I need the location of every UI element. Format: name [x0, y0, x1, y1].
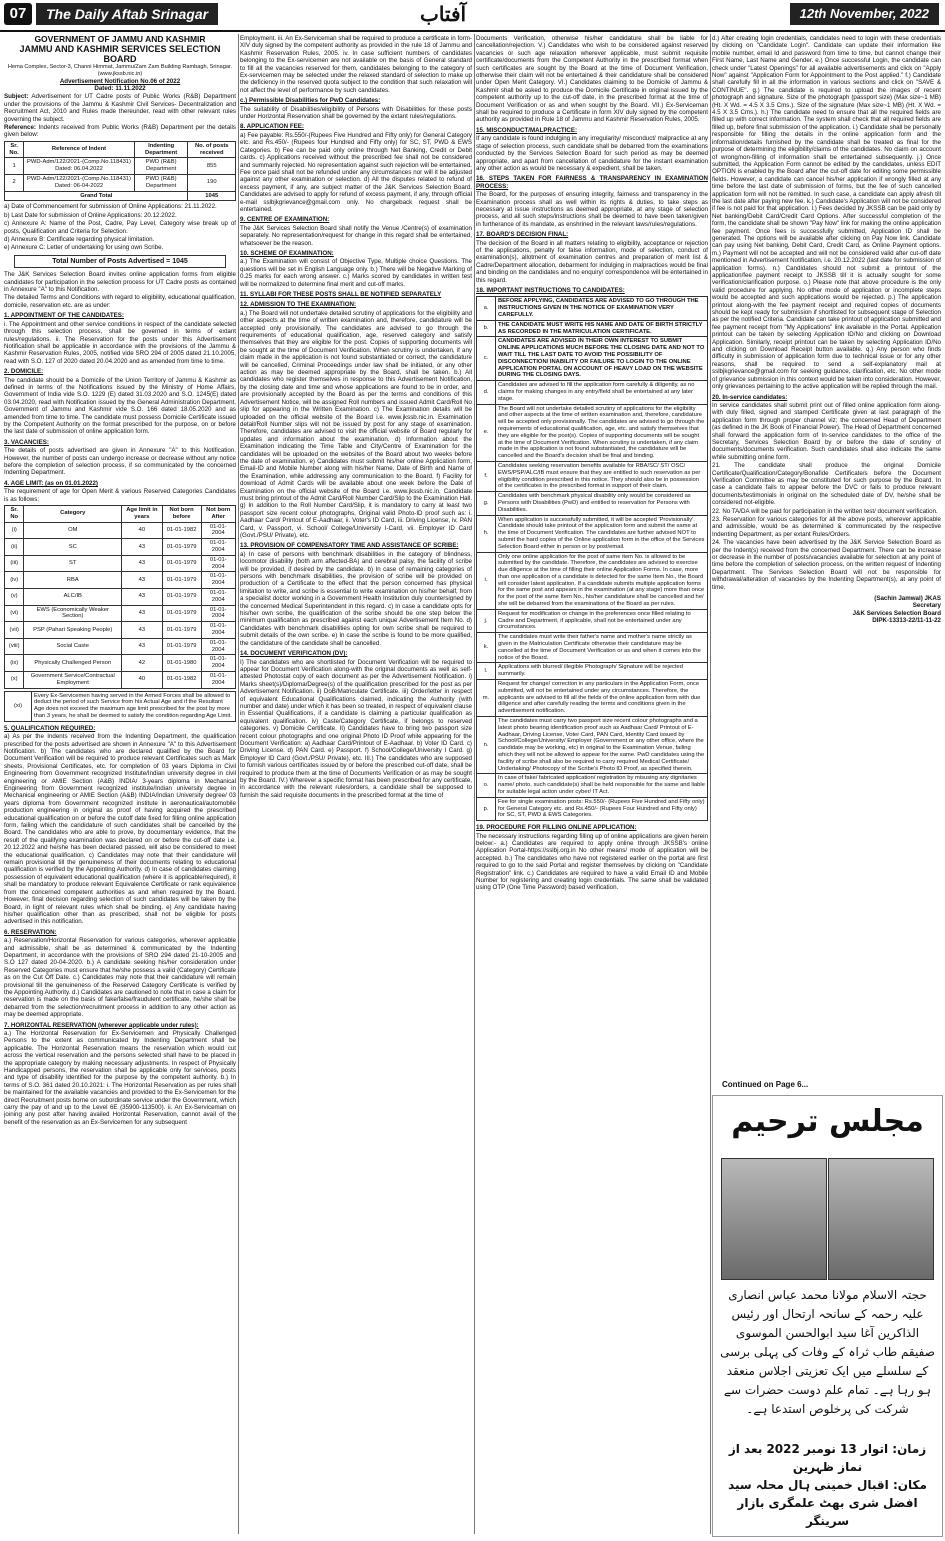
- notification-number: Advertisement Notification No.06 of 2022: [59, 77, 181, 85]
- cell: (v): [5, 589, 24, 606]
- section-heading: 13. PROVISION OF COMPENSATORY TIME AND ASSISTANCE OF SCRIBE:: [240, 542, 459, 550]
- grand-total-label: Grand Total: [5, 191, 188, 201]
- ad-column-1: [4, 34, 236, 1534]
- cell: 01-01-2004: [201, 572, 236, 589]
- cell: 01-01-2004: [201, 671, 236, 688]
- cell: Social Caste: [24, 638, 122, 655]
- instruction-row: [477, 633, 708, 663]
- indent-header: No. of posts received: [188, 141, 236, 158]
- column-rule: [474, 34, 475, 1534]
- column-rule: [710, 34, 711, 1534]
- grand-total-value: 1045: [188, 191, 236, 201]
- portrait-photo: [721, 1158, 827, 1280]
- cell: 01-01-1979: [162, 572, 201, 589]
- cell: 43: [122, 539, 163, 556]
- instruction-letter: l.: [477, 663, 496, 680]
- ad-column-4: [712, 34, 941, 1074]
- cell: 855: [188, 158, 236, 175]
- intro-text: The J&K Services Selection Board invites online application forms from eligible candidates for participation in the selection process for UT Cadre posts as contained in Annexure "A" to this Notification.: [4, 271, 236, 294]
- section-text: The Board, for the purposes of ensuring integrity, fairness and transparency in the Examination process shall as well within its rights & duties, to take steps as necessary at issue instructions as deemed appropriate, at any stage of selection process, and all such steps/instructions shall be deemed to have been taken/given in furtherance of its mandate, as enshrined in the relevant laws/rules/regulations.: [476, 191, 708, 228]
- instruction-row: [477, 552, 708, 609]
- section-heading: 12. ADMISSION TO THE EXAMINATION:: [240, 301, 357, 309]
- section-heading: 6. RESERVATION:: [4, 928, 57, 936]
- indent-header: Reference of Indent: [24, 141, 135, 158]
- section-text: The requirement of age for Open Merit & various Reserved Categories Candidates is as follows:: [4, 488, 236, 503]
- section-text: The candidate should be a Domicile of the Union Territory of Jammu & Kashmir as defined in terms of the Notifications issued by the Ministry of Home Affairs, Government of India vide S.O. 1229 (E) dated 31.03.2020 and S.O. 1245(E) dated 03.04.2020, read with Notification issued by the General Administration Department, Government of Jammu and Kashmir vide S.O. 166 dated 18.05.2020 and as amended from time to time. The candidate must possess Domicile Certificate issued by the Competent Authority on the format prescribed for the purpose, on or before the last date of submission of online application form.: [4, 376, 236, 436]
- indent-header: Sr. No.: [5, 141, 24, 158]
- reference-label: Reference:: [4, 124, 36, 132]
- age-header: Category: [24, 506, 122, 523]
- section-text: a.) Reservation/Horizontal Reservation for various categories, wherever applicable and admissible, shall be as determined & communicated by the Indenting Department, in accordance with the provisions of SRO 294 dated 21-10-2005 and S.O 127 dated 20-04-2020. b.) A candidate seeking his/her consideration under Reserved Categories must ensure that he/she possess a valid (Category) Certificate as on the Cut Off Date. c.) Candidates may note that their candidature will remain provisional till the genuineness of the Reserved Category Certificate is verified by the Appointing Authority. d.) Candidates are cautioned to note that in case a claim for reservation is made on the basis of fake/false/fraudulent certificate, he/she shall be debarred from the selection/recruitment process in addition to any other action as may be deemed appropriate.: [4, 937, 236, 1019]
- cell: 43: [122, 589, 163, 606]
- age-header: Sr. No: [5, 506, 24, 523]
- notice-title: مجلس ترحیم: [731, 1104, 924, 1139]
- section-text: In service candidates shall submit print out of filled online application form along-with duly filled, signed and stamped Certificate given at last paragraph of the application form through proper channel viz; the concerned Head of Department (as defined in the JK Book of Financial Power). The Head of Department concerned shall forward the application form of In-service candidates to the office of the Secretary, Services Selection Board by or before the date of scrutiny of documents/documents verification. Such candidates shall also indicate the same while submitting online form.: [712, 401, 941, 461]
- instruction-text: Fee for single examination posts: Rs.550/- (Rupees Five Hundred and Fifty only) for General Category etc. and Rs.450/- (Rupees Four Hundred and Fifty only) for SC, ST, PWD & EWS Categories.: [496, 797, 708, 820]
- masthead-logo: آفتاب: [420, 2, 467, 26]
- table-row: [5, 191, 236, 201]
- column-rule: [238, 34, 239, 1534]
- section-heading: 1. APPOINTMENT OF THE CANDIDATES:: [4, 312, 124, 320]
- section-text: d.) After creating login credentials, candidates need to login with these credentials by clicking on "Candidate Login". Candidate can update their information like mobile number, email Id and password from time to time, but cannot change their First Name, Last Name and Gender. e.) Once successful Login, the candidate can check under "Latest Openings" for all available advertisements and click on "Apply Now" against "Application Form for Appointment to the Post applied." f.) Candidate shall carefully fill in all the information in various sections and click on "SAVE & CONTINUE". g.) The candidate is required to upload the images of recent photograph and signature. Size of the photograph (passport size) (Max size~1 MB) (Ht. X Wd. = 4.5 X 3.5 Cms.). Size of the signature (Max size~1 MB) (Ht. X Wd. = 4.5 X 3.5 Cms.). h.) The candidate need to ensure that all the required fields are filled up with correct information. The system shall check that all required fields are filled up, before final submission of the application. i.) Candidate shall be personally responsible for filling the details in the online application form and the information/details furnished by the candidate shall be treated as final for the purpose of determining the eligibility/claims of the candidates. No claim on account of wrong/non-filling of information shall be entertained subsequently. j.) Once submitted, the Application Form cannot be edited by the candidates, unless EDIT OPTION is enabled by the Board after the cut-off date for editing some permissible fields. However, a candidate can cancel his/her application if wrongly filled at any time before the last date of submission of forms, but the fee of such cancelled application form will not be remitted. In such case, a candidate can apply afresh till the last date after paying new fee. k.) Candidate's Application will not be considered if fee is not paid for that application. l.) Fees decided by JKSSB can be paid only by Net banking/Debit Card/Credit Card Options. After successful completion of the form, the candidate shall be shown "Pay Now" link for making the online application fee payment. Once fees is successfully submitted, Application ID shall be generated. The options will be available after clicking on Pay Now link. Candidate can pay using Net banking, Debit Card, Credit Card, as Online Payment options. m.) Payment will not be accepted and will not be considered valid after cut-off date mentioned in Advertisement Notification, i.e. 20.12.2022 (last date for submission of application forms). n.) Candidates should not submit a printout of the application/fee payment receipt to JKSSB till it is actually sought for some verification/clarification purpose. o.) Please note that above procedure is the only valid procedure for applying. No other mode of application or incomplete steps would be accepted and such applications would be rejected. p.) The application printout along-with the fee payment receipt and required copies of documents should be kept ready for submission if shortlisted for subsequent stage of Selection as per the notified Criteria. Candidate can take printout of application submitted and fee payment receipt from "My Applications" link available in the Portal. Application printout can be taken by selecting Application ID/No and clicking on Download Application. Similarly, receipt printout can be taken by selecting Application ID/No and clicking on Download Receipt button available. q.) Any person who finds difficulty in submission of application form due to technical issue or for any other reasons, shall be required to send a self-explanatory mail at sslbjkgrievance@gmail.com for seeking guidance, clarification, etc. No other mode of grievance submission in this context would be taken into consideration. However, only grievances pertaining to the active application will be replied through the mail.: [712, 35, 941, 391]
- cell: PWD (R&B) Department: [134, 158, 188, 175]
- instruction-text: BEFORE APPLYING, CANDIDATES ARE ADVISED TO GO THROUGH THE INSTRUCTIONS GIVEN IN THE NOTICE OF EXAMINATION VERY CAREFULLY.: [496, 297, 708, 320]
- paper-name: The Daily Aftab Srinagar: [36, 3, 218, 25]
- cell: 43: [122, 605, 163, 622]
- cell: (iv): [5, 572, 24, 589]
- instruction-letter: m.: [477, 680, 496, 717]
- instruction-letter: c.: [477, 337, 496, 381]
- instruction-row: [477, 320, 708, 337]
- cell: 2: [5, 175, 24, 192]
- cell: 01-01-2004: [201, 622, 236, 639]
- age-header: Not born before: [162, 506, 201, 523]
- table-row: [5, 555, 236, 572]
- signatory-line: DIPK-13313-22/11-11-22: [872, 617, 941, 625]
- instruction-text: In case of fake/ fabricated application/ registration by misusing any dignitaries name/ photo, such candidate(s) shall be held responsible for the same and liable for suitable legal action under cyber/ IT Act.: [496, 774, 708, 797]
- instruction-row: [477, 797, 708, 820]
- section-heading: 17. BOARD'S DECISION FINAL:: [476, 231, 569, 239]
- board-title: JAMMU AND KASHMIR SERVICES SELECTION BOARD: [19, 44, 221, 64]
- cell: SC: [24, 539, 122, 556]
- notification-date: Dated: 11.11.2022: [94, 85, 146, 92]
- instruction-row: [477, 680, 708, 717]
- cell: PWD-Adm/122/2021-(Comp.No.118431) Dated: 06-04-2022: [24, 175, 135, 192]
- cell: EWS (Economically Weaker Section): [24, 605, 122, 622]
- cell: 01-01-1982: [162, 671, 201, 688]
- reference-text: Indents received from Public Works (R&B) Department per the details given below:: [4, 124, 236, 139]
- table-row: [5, 605, 236, 622]
- instruction-text: Request for change/ correction in any particulars in the Application Form, once submitted, will not be entertained under any circumstances. Therefore, the applicants are advised to fill all the fields of the online application form with due diligence and after carefully reading the terms and conditions given in the advertisement notification.: [496, 680, 708, 717]
- section-heading: 8. APPLICATION FEE:: [240, 123, 304, 131]
- table-row: [5, 638, 236, 655]
- instruction-row: [477, 297, 708, 320]
- cell: 01-01-1979: [162, 638, 201, 655]
- cell: 43: [122, 572, 163, 589]
- notice-details: [719, 1440, 936, 1530]
- instruction-text: Applications with blurred/ illegible Photograph/ Signature will be rejected summarily.: [496, 663, 708, 680]
- section-text: a) In case of persons with benchmark disabilities in the category of blindness, locomotor disability (both arm affected-BA) and cerebral palsy, the facility of scribe will be provided, if desired by the candidate. b) In case of remaining categories of persons with benchmark disabilities, the provision of scribe will be provided on production of a Certificate to the effect that the person concerned has physical limitation to write, and scribe is essential to write examination on his/her behalf, from a specialist doctor working in a Government Health Institution duly countersigned by the concerned Medical Superintendent in this regard. c) In case a candidate opts for his/her own scribe, the qualification of the scribe should be one step below the minimum qualification as prescribed against each unique Advertisement Item No. d) Candidates with benchmark disabilities opting for own scribe shall be required to submit details of the own scribe. e) In case the scribe is found to be more qualified, the candidature of the candidate shall be cancelled.: [240, 550, 472, 647]
- cell: 43: [122, 638, 163, 655]
- cell: Physically Challenged Person: [24, 655, 122, 672]
- section-text: 23. Reservation for various categories for all the above posts, wherever applicable and admissible, would be as determined & communicated by the respective Indenting Department, as per extant Rules/Orders.: [712, 516, 941, 538]
- instruction-text: THE CANDIDATE MUST WRITE HIS NAME AND DATE OF BIRTH STRICTLY AS RECORDED IN THE MATRICULATION CERTIFICATE.: [496, 320, 708, 337]
- indent-table: [4, 141, 236, 202]
- section-text: a) Fee payable: Rs.550/-(Rupees Five Hundred and Fifty only) for General Category etc. and Rs.450/- (Rupees four Hundred and Fifty only) for SC, ST, PWD & EWS Categories. b) Fee can be paid only online through Net Banking, Credit or Debit cards. c) Applications received without the prescribed fee shall not be considered and summarily rejected. No representation against such rejection will be entertained. Fee once paid shall not be refunded under any circumstances nor will it be adjusted against any other examination or selection. d) All the disputes related to refund of excess payment, if any, are subject matter of the J&K Services Selection Board. Candidates are advised to apply for refund of excess payment, if any, through official e-mail sslbjkgrievance@gmail.com only. No chargeback request shall be entertained.: [240, 131, 472, 213]
- section-heading: 15. MISCONDUCT/MALPRACTICE:: [476, 126, 578, 134]
- instruction-row: [477, 663, 708, 680]
- section-heading: 14. DOCUMENT VERIFICATION (DV):: [240, 650, 348, 658]
- instruction-letter: f.: [477, 461, 496, 491]
- instruction-row: [477, 381, 708, 404]
- cell: (ii): [5, 539, 24, 556]
- section-text: a) As per the Indents received from the Indenting Department, the qualification prescribed for the posts advertised are shown in Annexure "A" to this Advertisement Notification. b) The candidates who are declared qualified by the Board for Document Verification will be required to produce relevant Certificates such as Mark sheets, Provisional Certificates, etc. for completion of 03 years Diploma in Civil Engineering from Government recognized Institute/Indian university degree in civil engineering or AMIE Section (A&B) INDIA/ 3-years diploma in Mechanical Engineering from Government recognized institute/Indian university degree in Mechanical engineering or AMIE Section (A&B) INDIA/Indian University degree/ 03 years diploma from Government recognized institute in aeronautical/automobile production engineering in original as proof of having acquired the prescribed educational qualification on or before the cutoff date fixed for filling online application form, failing which the candidature of such candidates shall be cancelled by the Board. The candidates who are able to prove, by documentary evidence, that the result of the qualifying examination was declared on or before the cut-off date i.e. 20.12.2022 and he/she has been declared passed, will also be considered to meet the educational qualification. c) Candidates may note that their candidature will remain provisional till the genuineness of their documents relating to educational qualification is verified by the Appointing Authority. d) In case of candidates claiming possession of equivalent educational qualification (where it is applicable/required), it shall be mandatory to produce relevant Equivalence Certificate or rank equivalence from the concerned competent authorities as and when required by the Board. However, final decision regarding selection of such candidates will be taken by the Board, in light of relevant rules which shall be binding. e) Any candidate having his/her qualification other than as prescribed, shall not be eligible for posts advertised in this notification.: [4, 733, 236, 926]
- cell: RBA: [24, 572, 122, 589]
- section-heading: 10. SCHEME OF EXAMINATION:: [240, 249, 334, 257]
- condolence-notice: [712, 1095, 943, 1537]
- table-row: [5, 175, 236, 192]
- cell: Government Service/Contractual Employment: [24, 671, 122, 688]
- section-text: a.) The Examination will consist of Objective Type, Multiple choice Questions. The questions will be set in English Language only. b.) There will be Negative Marking of 0.25 marks for each wrong answer. c.) Marks scored by candidates in written test will be normalized to determine final merit and cut-off marks.: [240, 258, 472, 288]
- cell: 40: [122, 522, 163, 539]
- instruction-letter: b.: [477, 320, 496, 337]
- age-table: [4, 505, 236, 689]
- section-text: 24. The vacancies have been advertised by the J&K Service Selection Board as per the Indent(s) received from the concerned Department. There can be increase or decrease in the number of posts/vacancies available for selection at any point of time before the completion of selection process, on the written request of Indenting Department. The Services Selection Board will not be responsible for withdrawal/alteration of vacancies by the Indenting Department(s), at any point of time.: [712, 539, 941, 591]
- ad-column-2: [240, 34, 472, 1534]
- date-item: b) Last Date for submission of Online Applications: 20.12.2022.: [4, 211, 177, 219]
- instruction-row: [477, 717, 708, 774]
- section-text: 21. The candidate shall produce the original Domicile Certificate/Qualification/Category/Bonafide Certificate/s before the Document Verification Committee as may be constituted for such purpose by the Board. In case a candidate fails to appear before the DVC or fails to produce relevant documents/testimonials in original on the scheduled date of DV, he/she shall be considered not-eligible.: [712, 462, 941, 507]
- cell: 01-01-1979: [162, 622, 201, 639]
- cell: OM: [24, 522, 122, 539]
- section-heading: 18. IMPORTANT INSTRUCTIONS TO CANDIDATES:: [476, 287, 625, 294]
- place-label: مکان:: [892, 1478, 927, 1492]
- instruction-row: [477, 492, 708, 515]
- instruction-text: The candidates must carry two passport size recent colour photographs and a latest photo bearing identification proof such as Aadhaar Card/ Printout of E-Aadhaar, Driving License, Voter Card, PAN Card, Identity Card issued by School/College/University/ Employer (Government or any other office, where the candidate may be working, etc) in original to the Examination Venue, failing which they will not be allowed to appear for the same. PwD candidates using the facility of scribe shall also be required to carry required Medical Certificate/ Undertaking/ Photocopy of the Scribe's Photo ID Proof, as specified therein.: [496, 717, 708, 774]
- notice-body: حجتہ الاسلام مولانا محمد عباس انصاری علیہ رحمہ کے سانحہ ارتحال اور رئیس الذاکرین آغا سید ابوالحسن الموسوی صفیقم طاب ثراہ کے وفات کی پہلی برسی کے سلسلے میں ایک تعزیتی اجلاس منعقد ہو رہا ہے۔ تمام علم دوست حضرات سے شرکت کی پرخلوص استدعا ہے۔: [720, 1288, 935, 1416]
- section-text: a.) The Board will not undertake detailed scrutiny of applications for the eligibility and other aspects at the time of written examination and, therefore, candidature will be accepted only provisionally. The candidates are advised to go through the requirements of educational qualification, age, reserved category and satisfy themselves that they are eligible for the post. Copies of supporting documents will be sought at the time of Document Verification. When scrutiny is undertaken, if any claim made in the application is not found substantiated or correct, the candidature will be cancelled, Criminal Proceedings under law shall be initiated, or any other action as may be deemed appropriate by the Board, shall be taken. b.) All candidates who register themselves in response to this Advertisement Notification, by the closing date and time and whose applications are found to be in order, and are provisionally accepted by the Board as per the terms and conditions of this Advertisement Notice, will be assigned Roll numbers and issued Admit Card/Roll No slip for appearing in the Written Examination. c) The Examination details will be uploaded on the official website of the Board i.e. www.jkssb.nic.in. Examination detail/Roll Number slips will not be issued by post for any stage of examination. Therefore, candidates are advised to visit the official website of Board regularly for updates and information about the examination. d) Information about the Examination indicating the Time Table and City/Centre of Examination for the candidates will be uploaded on the websites of the Board about two weeks before the date of examination. e) Candidates must submit his/her online Application form, Email-ID and Mobile Number along with his/her Name, Date of Birth and Name of the Examination, while addressing any communication to the Board. f) Facility for download of Admit Cards will be available about one week before the Date of Examination on the official website of the Board i.e. www.jkssb.nic.in. Candidate must bring printout of the Admit Card/Roll Number Card/Slip to the Examination Hall. g) In addition to the Roll Number Card/Slip, it is mandatory to carry at least two passport size recent colour photographs, Original valid Photo-ID proof such as: i. Aadhaar Card/ Printout of E-Aadhaar, ii. Voter's ID Card, iii. Driving License, iv. PAN Card, v. Passport, vi. School/ College/University I-Card, vii. Employer ID Card (Govt./PSU/ Private), etc.: [240, 309, 472, 539]
- section-heading: c.) Permissible Disabilities for PwD Candidates:: [240, 97, 381, 105]
- continued-note: Continued on Page 6...: [722, 1080, 809, 1089]
- cell: (i): [5, 522, 24, 539]
- cell: 1: [5, 158, 24, 175]
- cell: (vii): [5, 622, 24, 639]
- cell: (vi): [5, 605, 24, 622]
- section-text: 22. No TA/DA will be paid for participation in the written test/ document verification.: [712, 507, 938, 515]
- cell: 01-01-1982: [162, 522, 201, 539]
- cell: ALC/IB: [24, 589, 122, 606]
- section-heading: 3. VACANCIES:: [4, 438, 49, 446]
- ex-serviceman-note: Every Ex-Servicemen having served in the Armed Forces shall be allowed to deduct the period of such Service from his Actual Age and if the Resultant Age does not exceed the maximum age limit prescribed for the post by more than 3 years, he shall be deemed to satisfy the condition regarding Age Limit.: [32, 691, 236, 721]
- instruction-letter: n.: [477, 717, 496, 774]
- instruction-letter: o.: [477, 774, 496, 797]
- board-website[interactable]: (www.jkssb.nic.in): [97, 70, 143, 77]
- cell: 01-01-1980: [162, 655, 201, 672]
- age-header: Not born After: [201, 506, 236, 523]
- signatory-line: Secretary: [912, 602, 941, 610]
- date-item: c) Annexure A: Name of the Post, Cadre, Pay Level, Category wise break up of posts, Qualification and Criteria for Selection.: [4, 220, 236, 235]
- page-number: 07: [4, 3, 32, 25]
- section-heading: 2. DOMICILE:: [4, 368, 44, 376]
- section-text: I) The candidates who are shortlisted for Document Verification will be required to appear for Document Verification along-with the original documents as well as self-attested Photostat copy of each document as per the Advertisement Notification. i) Marks sheet(s)/Diploma/Degree(s) of the qualification prescribed for the post as per Advertisement Notification. ii) DoB/Matriculate Certificate. iii) Order/letter in respect of equivalent Educational Qualifications claimed, indicating the Authority (with number and date) under which it has been so treated, in respect of equivalent clause in Essential Qualifications, if a candidate is claiming a particular qualification as equivalent qualification. iv) Caste/Category Certificate, if belongs to reserved categories. v) Domicile Certificate. II) Candidates have to bring two passport size recent colour photographs and one original Photo ID Proof while appearing for the Document Verification: a) Aadhaar Card/Printout of E-Aadhaar. b) Voter ID Card. c) Driving License. d) PAN Card. e) Passport. f) School/College/University I Card. g) Employer ID Card (Govt./PSU/ Private), etc. III.) The candidates who are supposed to furnish various certificates issued by or before the prescribed cut-off date, shall be required to produce them at the time of Documents Verification or as may be sought by the Board. IV.) Wherever a specific format has been prescribed for any certificate, in accordance with the relevant rules/orders, a candidate shall be supposed to furnish the said requisite documents in the prescribed format at the time of: [240, 658, 472, 799]
- section-heading: 7. HORIZONTAL RESERVATION (wherever applicable under rules):: [4, 1021, 199, 1029]
- cell: 43: [122, 555, 163, 572]
- intro-text-2: The detailed Terms and Conditions with regard to eligibility, educational qualification, domicile, reservation etc. are as under:: [4, 294, 236, 309]
- section-text: a.) The Horizontal Reservation for Ex-Servicemen and Physically Challenged Persons to the extent as communicated by Indenting Department shall be applicable. The Horizontal Reservation means the reservation which would cut across the vertical reservation and the persons selected shall have to be placed in the appropriate category by making necessary adjustments. In respect of Physically Handicapped persons, the reservation shall be applicable only for services, posts and type of disability identified for the purpose by the competent authority. b.) In terms of S.O. 361 dated 20.10.2021: i. The Horizontal Reservation as per rules shall be maintained for the available vacancies and provided to the Ex-Servicemen for the direct Recruitment posts borne on subordinate service under the Government, which carry the pay of and up to the Level 6E (35900-113500). ii. An Ex-Serviceman on joining any post after having availed Horizontal Reservation, cannot avail of the benefit of the reservation as an Ex-Servicemen for any subsequent: [4, 1030, 236, 1126]
- signatory-line: (Sachin Jamwal) JKAS: [874, 595, 941, 603]
- instruction-letter: d.: [477, 381, 496, 404]
- instruction-letter: p.: [477, 797, 496, 820]
- cell: 01-01-2004: [201, 605, 236, 622]
- instruction-letter: j.: [477, 609, 496, 632]
- cell: 40: [122, 671, 163, 688]
- cell: 42: [122, 655, 163, 672]
- cell: PWD (R&B) Department: [134, 175, 188, 192]
- cell: 01-01-2004: [201, 539, 236, 556]
- instruction-row: [477, 337, 708, 381]
- table-row: [5, 589, 236, 606]
- date-item: d) Annexure B: Certificate regarding physical limitation.: [4, 236, 155, 244]
- subject-label: Subject:: [4, 93, 29, 101]
- table-row: [5, 522, 236, 539]
- instruction-text: Only one online application for the post of same item No. is allowed to be submitted by the candidate. Therefore, the candidates are advised to exercise due diligence at the time of filling their online Application Forms. In case, more than one application of a candidate is detected for the same Item No., the Board will consider latest application. If a candidate submits multiple application forms for the same post and appears in the examination (at any stage) more than once for the post of the same Item No., his/her candidature shall be cancelled and he/ she will be debarred from the examinations of the Board as per rules.: [496, 552, 708, 609]
- time-value: اتوار 13 نومبر 2022 بعد از نماز ظہرین: [728, 1442, 889, 1474]
- instruction-letter: g.: [477, 492, 496, 515]
- cell: (viii): [5, 638, 24, 655]
- section-heading: 9. CENTRE OF EXAMINATION:: [240, 216, 330, 224]
- instruction-text: CANDIDATES ARE ADVISED IN THEIR OWN INTEREST TO SUBMIT ONLINE APPLICATIONS MUCH BEFORE THE CLOSING DATE AND NOT TO WAIT TILL THE LAST DATE TO AVOID THE POSSIBILITY OF DISCONNECTION/ INABILITY OR FAILURE TO LOGIN TO THE ONLINE APPLICATION PORTAL ON ACCOUNT OF HEAVY LOAD ON THE WEBSITE DURING THE CLOSING DAYS.: [496, 337, 708, 381]
- instruction-letter: i.: [477, 552, 496, 609]
- instruction-letter: a.: [477, 297, 496, 320]
- instruction-row: [477, 404, 708, 461]
- section-heading: 16. STEPS TAKEN FOR FAIRNESS & TRANSPARENCY IN EXAMINATION PROCESS:: [476, 175, 708, 190]
- instruction-row: [477, 609, 708, 632]
- gov-title: GOVERNMENT OF JAMMU AND KASHMIR: [34, 34, 206, 44]
- cell: 01-01-2004: [201, 655, 236, 672]
- cell: PWD-Adm/122/2021-(Comp.No.118431) Dated: 06.04.2022: [24, 158, 135, 175]
- instructions-table: [476, 296, 708, 821]
- section-text: The decision of the Board in all matters relating to eligibility, acceptance or rejection of the applications, penalty for false information, mode of selection, conduct of examination(s), allotment of examination centres and preparation of merit list & Cadre/Department allocation, debarment for indulging in malpractices would be final and binding on the candidates and no enquiry/ correspondence will be entertained in this regard.: [476, 239, 708, 284]
- instruction-row: [477, 774, 708, 797]
- cell: (x): [5, 671, 24, 688]
- cell: 01-01-2004: [201, 589, 236, 606]
- instruction-text: The Board will not undertake detailed scrutiny of applications for the eligibility and other aspects at the time of written examination and, therefore, candidature will be accepted only provisionally. The candidates are advised to go through the requirements of educational qualification, age, etc. and satisfy themselves that they are eligible for the post(s). Copies of supporting documents will be sought at the time of Document Verification. When scrutiny is undertaken, if any claim made in the application is not found substantiated, the candidature will be cancelled and the Board's decision shall be final and binding.: [496, 404, 708, 461]
- table-row: [5, 655, 236, 672]
- date-item: e) Annexure C: Letter of undertaking for using own Scribe.: [4, 244, 164, 252]
- indent-header: Indenting Department: [134, 141, 188, 158]
- table-row: [5, 671, 236, 688]
- section-heading: 4. AGE LIMIT: (as on 01.01.2022): [4, 479, 98, 487]
- instruction-text: Candidates are advised to fill the application form carefully & diligently, as no claims for making changes in any entry/field shall be entertained at any later stage.: [496, 381, 708, 404]
- section-text: Employment. iii. An Ex-Serviceman shall be required to produce a certificate in form-XIV duly signed by the competent authority as provided in the rule 18 of Jammu and Kashmir Reservation Rules, 2005. iv. In case sufficient numbers of candidates belonging to the Ex-servicemen are not available on the basis of General standard to fill all the vacancies reserved for them, candidates belonging to the category of Ex-servicemen may be selected under the relaxed standard of selection to make up the deficiency in the reserved quota subject to the condition that such relaxation will not affect the level of performance by such candidates.: [240, 35, 472, 94]
- instruction-row: [477, 461, 708, 491]
- cell: 01-01-1979: [162, 605, 201, 622]
- section-heading: 19. PROCEDURE FOR FILLING ONLINE APPLICATION:: [476, 824, 637, 832]
- cell: 01-01-1979: [162, 555, 201, 572]
- cell: ST: [24, 555, 122, 572]
- cell: 01-01-1979: [162, 539, 201, 556]
- section-text: i. The Appointment and other service conditions in respect of the candidate selected through this selection process, shall be governed in terms of extant rules/regulations. ii. The Reservation for the posts under this Advertisement Notification shall be applicable in accordance with the provisions of the Jammu & Kashmir Reservation Rules, 2005, notified vide SRO 294 of 2005 dated 21.10.2005, read with S.O. 127 of 2020 dated 20.04.2020 and as amended from time to time.: [4, 320, 236, 365]
- section-heading: 5. QUALIFICATION REQUIRED:: [4, 724, 96, 732]
- instruction-text: The candidates must write their father's name and mother's name strictly as given in the Matriculation Certificate otherwise their candidature may be cancelled at the time of Document Verification or as and when it comes into the notice of the Board.: [496, 633, 708, 663]
- cell: (iii): [5, 555, 24, 572]
- section-heading: 11. SYLLABI FOR THESE POSTS SHALL BE NOTIFIED SEPARATELY: [240, 291, 442, 298]
- instruction-row: [477, 515, 708, 552]
- instruction-letter: k.: [477, 633, 496, 663]
- instruction-text: Candidates with benchmark physical disability only would be considered as Persons with Disabilities (PwD) and entitled to reservation for Persons with Disabilities.: [496, 492, 708, 515]
- table-row: [5, 158, 236, 175]
- cell: PSP (Pahari Speaking People): [24, 622, 122, 639]
- cell: 01-01-2004: [201, 555, 236, 572]
- section-text: The necessary instructions regarding filling up of online applications are given herein below:- a.) Candidates are required to apply online through JKSSB's online Application Portal-https://sslbj.org.in No other means/ mode of application will be accepted. b.) The candidates who have not registered earlier on the portal are first required to go to the said Portal and register themselves by clicking on "Candidate Registration" link. c.) Candidates are required to have a valid Email ID and Mobile Number for registering and creating login credentials. The same shall be validated using OTP (One Time Password) based verification.: [476, 832, 708, 892]
- table-row: [5, 539, 236, 556]
- board-address: Hema Complex, Sector-3, Channi Himmat, Jammu/Zam Zam Building Rambagh, Srinagar.: [7, 64, 233, 70]
- top-bar: [0, 0, 945, 32]
- ex-serviceman-table: (xi) Every Ex-Servicemen having served in the Armed Forces shall be allowed to deduct the period of such Service from his Actual Age and if the Resultant Age does not exceed the maximum age limit prescribed for the post by more than 3 years, he shall be deemed to satisfy the condition regarding Age Limit.: [4, 691, 236, 722]
- date-item: a) Date of Commencement for submission of Online Applications: 21.11.2022.: [4, 203, 217, 211]
- instruction-letter: h.: [477, 515, 496, 552]
- instruction-text: Candidates seeking reservation benefits available for RBA/SC/ ST/ OSC/ EWS/PSP/ALC/IB must ensure that they are entitled to such reservation as per eligibility condition prescribed in this notice. They should also be in possession of the certificates in the prescribed format in support of their claim.: [496, 461, 708, 491]
- age-header: Age limit in years: [122, 506, 163, 523]
- cell: 43: [122, 622, 163, 639]
- instruction-letter: e.: [477, 404, 496, 461]
- instruction-text: Request for modification or change in the preferences once filled relating to Cadre and Department, if applicable, shall not be entertained under any circumstances.: [496, 609, 708, 632]
- portrait-photo: [828, 1158, 934, 1280]
- subject-text: Advertisement for UT Cadre posts of Public Works (R&B) Department under the provisions of the Jammu & Kashmir Civil Services- Decentralization and Recruitment Act, 2010 and Rules made thereunder, read with other relevant rules governing the subject.: [4, 93, 236, 123]
- cell: 01-01-1979: [162, 589, 201, 606]
- total-posts-box: Total Number of Posts Advertised = 1045: [14, 255, 226, 268]
- instruction-text: When application is successfully submitted, it will be accepted 'Provisionally'. Candidate should take printout of the application form and submit the same at the time of Document Verification. The candidates are further advised NOT to submit the hard copies of the Online application form in the office of the Services Selection Board either in person or by post/email.: [496, 515, 708, 552]
- signatory-line: J&K Services Selection Board: [852, 609, 941, 617]
- section-text: Documents Verification, otherwise his/her candidature shall be liable for cancellation/rejection. V.) Candidates who wish to be considered against reserved vacancies or such age relaxation wherever applicable, must submit requisite certificate/documents from the Competent Authority in the prescribed format when such certificates are sought by the Board at the time of Document Verification, otherwise their claim will not be entertained & their candidature shall be considered under Open Merit Category. VI.) Candidates claiming to be Domicile of Jammu & Kashmir shall be asked to produce the Domicile Certificate in original issued by the competent authority up to the cut-off date, in the prescribed format at the time of Document Verification or as and when sought by the Board. VII.) Ex-Serviceman shall be required to produce a Certificate in form XIV duly signed by the competent authority as provided in Rule 18 of Jammu and Kashmir Reservation Rules, 2005.: [476, 35, 708, 124]
- issue-date: 12th November, 2022: [790, 3, 939, 25]
- signatory: [712, 595, 941, 625]
- cell: (ix): [5, 655, 24, 672]
- section-text: The suitability of Disabilities/eligibility of Persons with Disabilities for these posts under Horizontal Reservation shall be governed by the extant rules/regulations.: [240, 105, 472, 121]
- time-label: زمان:: [892, 1442, 927, 1456]
- cell: 01-01-2004: [201, 638, 236, 655]
- table-row: [5, 572, 236, 589]
- section-heading: 20. In-service candidates:: [712, 393, 788, 401]
- table-row: [5, 622, 236, 639]
- section-text: If any candidate is found indulging in any irregularity/ misconduct/ malpractice at any stage of selection process, such candidate shall be debarred from the examinations conducted by the Services Selection Board for such period as may be deemed appropriate, and apart from cancellation of candidature for the instant examination any other action as would be necessary & expedient, shall be taken.: [476, 135, 708, 172]
- ad-column-3: [476, 34, 708, 1534]
- section-text: The details of posts advertised are given in Annexure "A" to this Notification. However, the number of posts can undergo increase or decrease without any notice before the completion of selection process, if so communicated by the concerned Indenting Department.: [4, 447, 236, 477]
- section-text: The J&K Services Selection Board shall notify the Venue /Centre(s) of examination separately. No representation/request for change in this regard shall be entertained, whatsoever be the reason.: [240, 224, 472, 247]
- cell: 01-01-2004: [201, 522, 236, 539]
- place-value: اقبال خمینی ہال محلہ سید افضل شری بھٹ علمگری بازار سرینگر: [728, 1478, 918, 1528]
- cell: 190: [188, 175, 236, 192]
